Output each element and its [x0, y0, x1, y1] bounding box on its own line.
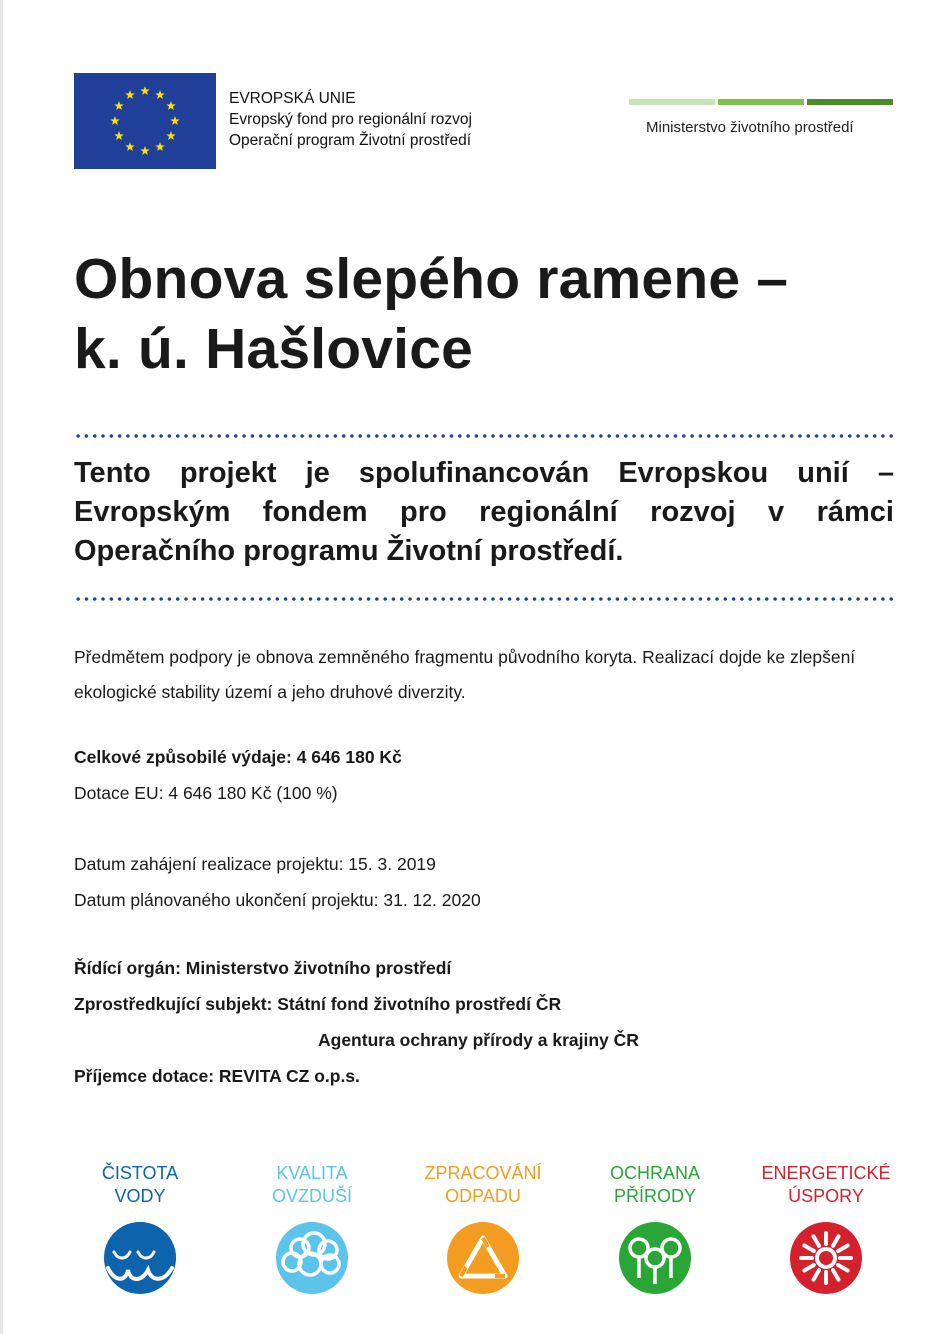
sun-icon [790, 1222, 862, 1294]
water-icon [104, 1222, 176, 1294]
eu-star-icon [140, 146, 150, 155]
eu-star-icon [125, 142, 135, 151]
intermediary-body: Zprostředkující subjekt: Státní fond životního prostředí ČR [74, 994, 562, 1014]
page-edge [0, 0, 3, 1334]
eu-star-icon [125, 90, 135, 99]
eu-grant: Dotace EU: 4 646 180 Kč (100 %) [74, 783, 338, 803]
eu-logo-text [229, 88, 472, 151]
eu-star-icon [140, 86, 150, 95]
eu-line: Operační program Životní prostředí [229, 132, 472, 149]
eu-star-icon [114, 101, 124, 110]
cofinancing-line: Operačního programu Životní prostředí. [74, 535, 624, 567]
sun-ray [833, 1270, 839, 1280]
eu-star-icon [155, 142, 165, 151]
priority-label [585, 1162, 725, 1208]
priority-label [413, 1162, 553, 1208]
priority-label-line: VODY [114, 1186, 166, 1206]
trees-icon [619, 1222, 691, 1294]
sun-ray [833, 1236, 839, 1246]
priority-waste [413, 1162, 553, 1294]
ministry-bar [629, 99, 715, 105]
priority-label-line: PŘÍRODY [613, 1186, 696, 1206]
eu-star-icon [114, 131, 124, 140]
sun-ray [838, 1265, 848, 1271]
ministry-logo-bars [629, 99, 893, 105]
sun-ray [838, 1246, 848, 1252]
priority-label [756, 1162, 896, 1208]
start-date: Datum zahájení realizace projektu: 15. 3. 2019 [74, 854, 436, 874]
project-title [74, 244, 788, 384]
priority-label-line: ČISTOTA [101, 1163, 179, 1183]
priority-label-line: OVZDUŠÍ [271, 1186, 352, 1206]
eu-line: Evropský fond pro regionální rozvoj [229, 111, 472, 128]
sun-ray [804, 1265, 814, 1271]
priority-air [242, 1162, 382, 1294]
eu-star-icon [170, 116, 180, 125]
priority-label-line: ODPADU [445, 1186, 521, 1206]
priority-label-line: ENERGETICKÉ [761, 1163, 891, 1183]
eu-flag-icon [74, 73, 216, 169]
priority-label-line: ZPRACOVÁNÍ [424, 1163, 542, 1183]
eu-star-icon [155, 90, 165, 99]
title-line: Obnova slepého ramene – [74, 247, 789, 311]
sun-ray [814, 1236, 820, 1246]
eu-line: EVROPSKÁ UNIE [229, 90, 356, 107]
priority-label [70, 1162, 210, 1208]
priority-label [242, 1162, 382, 1208]
dotted-divider [74, 597, 894, 601]
ministry-bar [718, 99, 804, 105]
priority-label-line: ÚSPORY [788, 1186, 864, 1206]
cofinancing-statement [74, 454, 894, 571]
sun-ray [804, 1246, 814, 1252]
priority-label-line: OCHRANA [609, 1163, 700, 1183]
dotted-divider [74, 434, 894, 438]
priority-energy [756, 1162, 896, 1294]
sun-ray [814, 1270, 820, 1280]
eu-star-icon [166, 131, 176, 140]
recipient: Příjemce dotace: REVITA CZ o.p.s. [74, 1066, 360, 1086]
managing-authority: Řídící orgán: Ministerstvo životního prostředí [74, 958, 452, 978]
eu-star-icon [110, 116, 120, 125]
cloud-icon [276, 1222, 348, 1294]
end-date: Datum plánovaného ukončení projektu: 31. 12. 2020 [74, 890, 481, 910]
eu-star-icon [166, 101, 176, 110]
title-line: k. ú. Hašlovice [74, 317, 474, 381]
intermediary-body-2: Agentura ochrany přírody a krajiny ČR [318, 1030, 639, 1050]
recycle-triangle-icon [447, 1222, 519, 1294]
project-description: Předmětem podpory je obnova zemněného fragmentu původního koryta. Realizací dojde ke zlepšení ekologické stability území a jeho druhové diverzity. [74, 647, 856, 702]
priority-water [70, 1162, 210, 1294]
cofinancing-line: Evropským fondem pro regionální rozvoj v rámci [74, 496, 894, 528]
cofinancing-line: Tento projekt je spolufinancován Evropskou unií – [74, 457, 894, 489]
ministry-bar [807, 99, 893, 105]
total-costs: Celkové způsobilé výdaje: 4 646 180 Kč [74, 747, 402, 767]
ministry-name: Ministerstvo životního prostředí [646, 119, 854, 136]
priority-nature [585, 1162, 725, 1294]
priority-label-line: KVALITA [276, 1163, 348, 1183]
